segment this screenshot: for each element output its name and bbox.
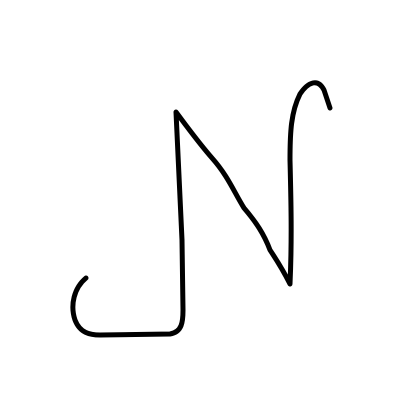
ink-stroke	[73, 83, 330, 335]
